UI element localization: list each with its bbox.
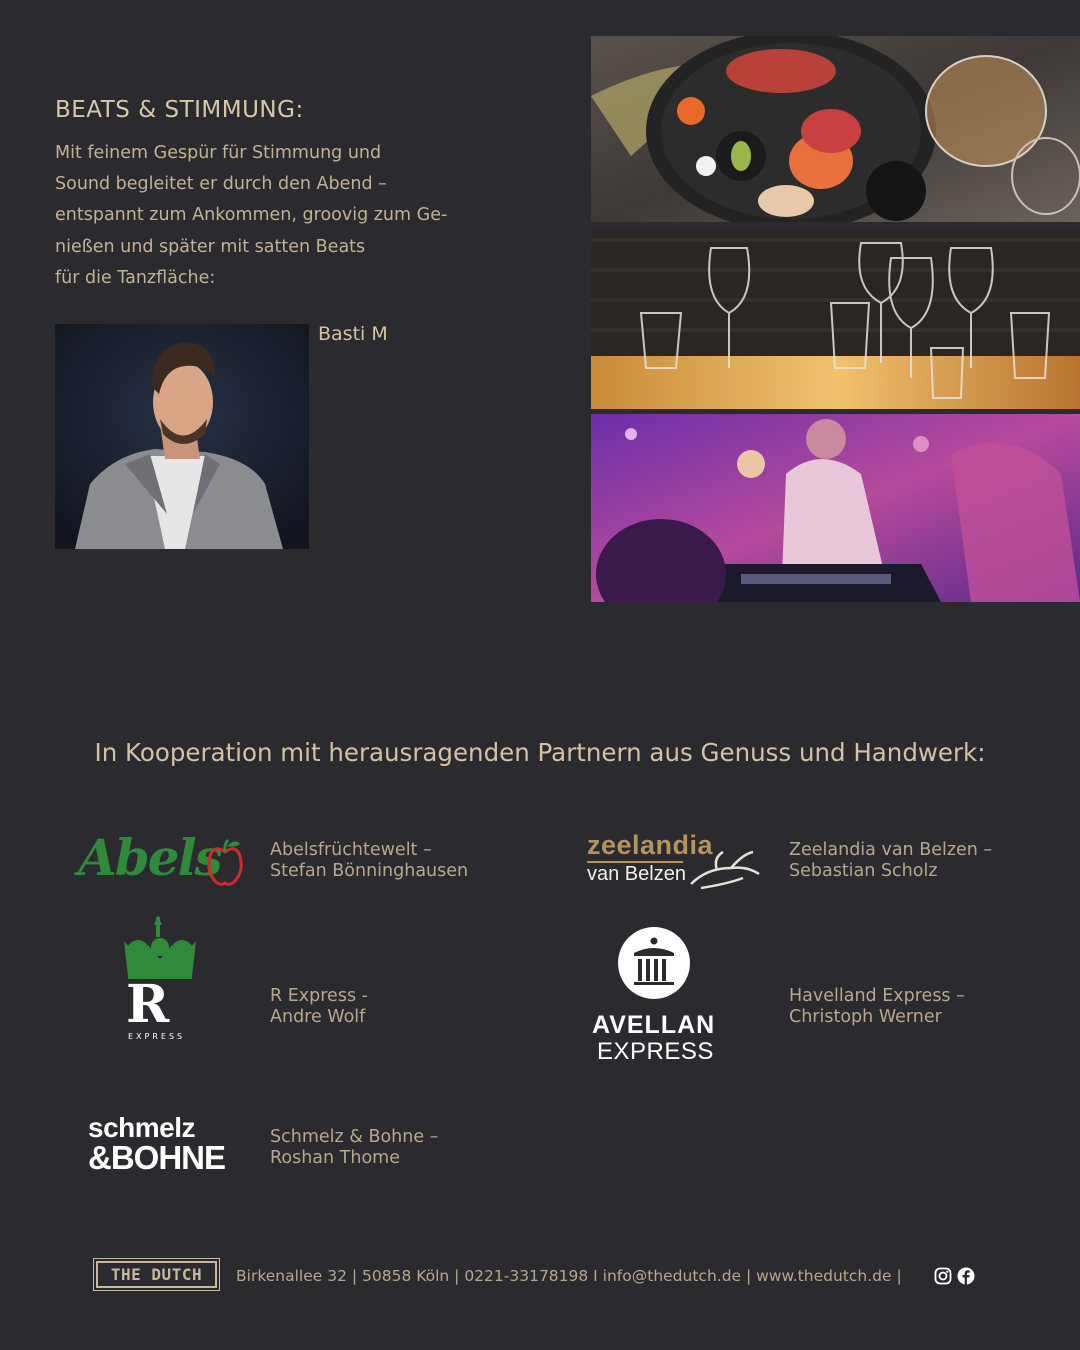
r-express-subtext: EXPRESS <box>128 1032 186 1041</box>
schmelz-bohne-logo <box>88 1112 238 1176</box>
dj-portrait-photo <box>55 324 309 549</box>
partners-heading: In Kooperation mit herausragenden Partnern aus Genuss und Handwerk: <box>94 738 986 767</box>
avellan-express-logo <box>584 927 724 1067</box>
the-dutch-logo: THE DUTCH <box>96 1261 217 1288</box>
partner-company: Zeelandia van Belzen – <box>789 840 993 860</box>
partner-contact: Andre Wolf <box>270 1007 366 1027</box>
beats-heading: BEATS & STIMMUNG: <box>55 97 304 123</box>
zeelandia-logo-subtext: van Belzen <box>587 863 686 885</box>
zeelandia-logo-text: zeelandia <box>587 830 714 860</box>
partner-contact: Sebastian Scholz <box>789 861 938 881</box>
bohne-logo-text: &BOHNE <box>88 1139 226 1176</box>
footer-contact-info: Birkenallee 32 | 50858 Köln | 0221-33178198 I info@thedutch.de | www.thedutch.de | <box>236 1267 902 1285</box>
beats-description <box>55 138 495 294</box>
beats-line: für die Tanzfläche: <box>55 267 216 288</box>
schmelz-logo-text: schmelz <box>88 1112 195 1143</box>
lobster-icon <box>687 844 763 890</box>
partner-contact: Stefan Bönninghausen <box>270 861 469 881</box>
partner-zeelandia-text <box>789 840 992 882</box>
dj-name: Basti M <box>318 323 388 345</box>
beats-line: Sound begleitet er durch den Abend – <box>55 174 387 195</box>
avellan-logo-text: AVELLAN <box>592 1011 716 1039</box>
photo-sushi-platter <box>591 36 1080 222</box>
partner-company: R Express - <box>270 986 368 1006</box>
abels-logo <box>78 830 248 892</box>
facebook-icon[interactable] <box>957 1267 975 1285</box>
apple-icon <box>206 838 244 888</box>
partner-company: Schmelz & Bohne – <box>270 1127 439 1147</box>
partner-contact: Roshan Thome <box>270 1148 400 1168</box>
zeelandia-logo <box>587 830 767 892</box>
partner-abels-text <box>270 840 468 882</box>
partner-company: Abelsfrüchtewelt – <box>270 840 432 860</box>
partner-havelland-text <box>789 986 965 1028</box>
beats-line: entspannt zum Ankommen, groovig zum Ge- <box>55 205 448 226</box>
partner-contact: Christoph Werner <box>789 1007 942 1027</box>
avellan-logo-subtext: EXPRESS <box>597 1038 714 1065</box>
r-express-logo <box>118 915 202 1045</box>
photo-wine-glasses <box>591 228 1080 409</box>
beats-line: nießen und später mit satten Beats <box>55 236 366 257</box>
partner-schmelz-text <box>270 1127 438 1169</box>
photo-dj-party <box>591 414 1080 602</box>
beats-line: Mit feinem Gespür für Stimmung und <box>55 143 382 163</box>
abels-logo-text: Abels <box>78 828 221 887</box>
r-express-letter: R <box>126 974 170 1035</box>
instagram-icon[interactable] <box>934 1267 952 1285</box>
partner-company: Havelland Express – <box>789 986 965 1006</box>
partner-r-express-text <box>270 986 368 1028</box>
temple-icon <box>618 927 690 999</box>
